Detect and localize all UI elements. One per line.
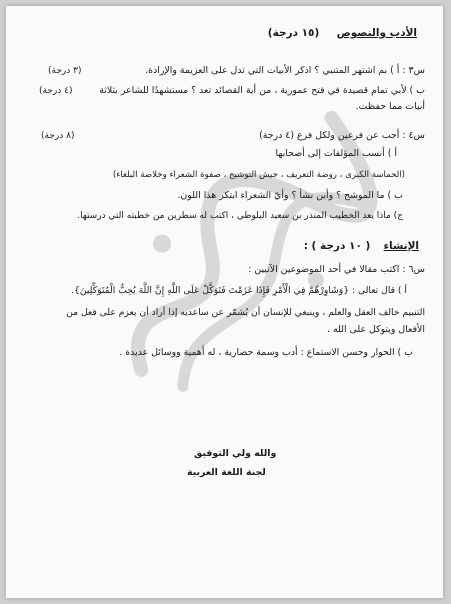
composition-section-heading <box>304 241 419 252</box>
literature-section-marks: (١٥ درجة) <box>267 27 320 39</box>
q4-a-list: (الحماسة الكبرى ، روضة التعريف ، جيش التوشيح ، صفوة الشعراء وخلاصة البلغاء) <box>112 170 405 180</box>
q4-a-text: أ ) أنسب المؤلفات إلى أصحابها <box>275 148 397 159</box>
q4-intro: أجب عن فرعين ولكل فرع (٤ درجة) <box>259 130 400 141</box>
q4-intro-line <box>259 130 425 141</box>
composition-section-marks: ( ١٠ درجة ) : <box>303 240 371 252</box>
footer-closing: والله ولي التوفيق <box>194 448 277 459</box>
q4-c-text: ج) ماذا يعد الخطيب المنذر بن سعيد البلوطي ، اكتب له سطرين من خطبته التي درستها. <box>77 211 403 221</box>
q4-marks: (٨ درجة) <box>41 131 75 141</box>
q6-b-text: ب ) الحوار وحسن الاستماع : أدب وسمة حضارية ، له أهمية ووسائل عديدة . <box>119 347 413 358</box>
q3-a-marks: (٣ درجة) <box>48 66 82 76</box>
q3-b-marks: (٤ درجة) <box>39 86 73 96</box>
literature-section-title: الأدب والنصوص <box>336 27 417 39</box>
q3-number: س٣ : أ ) <box>390 65 425 76</box>
exam-page <box>6 6 443 598</box>
q3-b-text: ب ) لأبي تمام قصيدة في فتح عمورية ، من أية القصائد تعد ؟ مستشهدًا للشاعر بثلاثة <box>99 85 425 96</box>
q6-a-line3: الأفعال ويتوكل على الله . <box>327 324 425 335</box>
footer-committee: لجنة اللغة العربية <box>187 467 266 478</box>
q3-a-text: بم اشتهر المتنبي ؟ اذكر الأبيات التي تدل على العزيمة والإرادة. <box>145 65 388 76</box>
q6-a-text: أ ) قال تعالى : {وَشَاوِرْهُمْ فِي الْأَمْرِ فَإِذَا عَزَمْتَ فَتَوَكَّلْ عَلَى اللَّهِ إِنَّ اللَّهَ يُحِبُّ الْمُتَوَكِّلِينَ}. <box>71 285 407 296</box>
q4-b-text: ب ) ما الموشح ؟ وأين نشأ ؟ وأيّ الشعراء ابتكر هذا اللون. <box>177 190 403 201</box>
q6-intro-line <box>248 264 425 275</box>
q6-intro: اكتب مقالا في أحد الموضوعين الآتيين : <box>248 264 400 275</box>
q3-b-text-cont: أبيات مما حفظت. <box>355 101 425 112</box>
q3-a-line <box>145 65 425 76</box>
literature-section-heading <box>268 28 417 39</box>
q4-number: س٤ : <box>402 130 425 141</box>
composition-section-title: الإنشاء <box>383 240 419 252</box>
q6-number: س٦ : <box>402 264 425 275</box>
q6-a-line2: التنبيم خالف العقل والعلم ، وينبغي للإنسان أن يُشمّر عن ساعديه إذا أراد أن يعزم على فعل من <box>66 307 425 318</box>
